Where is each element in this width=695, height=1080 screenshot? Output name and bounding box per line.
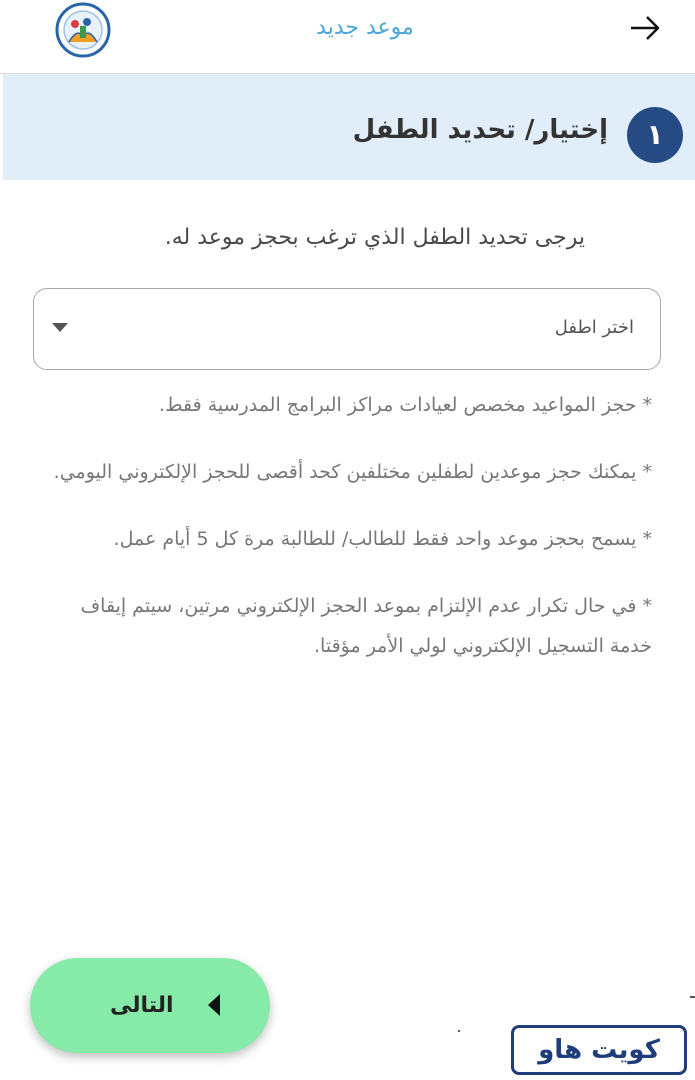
divider-line <box>690 996 695 998</box>
note-item: * يسمح بحجز موعد واحد فقط للطالب/ للطالبة مرة كل 5 أيام عمل. <box>113 528 652 550</box>
instruction-text: يرجى تحديد الطفل الذي ترغب بحجز موعد له. <box>164 225 585 250</box>
arrow-right-icon[interactable] <box>628 13 662 43</box>
ministry-logo-icon <box>53 2 113 58</box>
step-title: إختيار/ تحديد الطفل <box>352 115 608 145</box>
child-select-value: اختر اطفل <box>554 317 634 338</box>
caret-left-icon <box>208 994 220 1016</box>
notes-list <box>40 385 652 693</box>
note-item: * حجز المواعيد مخصص لعيادات مراكز البرامج المدرسية فقط. <box>158 394 652 416</box>
step-number-badge: ١ <box>627 107 683 163</box>
watermark-text: كويت هاو <box>538 1035 660 1065</box>
app-header <box>0 0 695 74</box>
watermark-logo <box>511 1025 687 1075</box>
divider-dot <box>458 1030 460 1032</box>
next-button-label: التالى <box>110 993 174 1018</box>
child-select[interactable] <box>33 288 661 370</box>
note-item: * في حال تكرار عدم الإلتزام بموعد الحجز الإلكتروني مرتين، سيتم إيقاف خدمة التسجيل الإلكتروني لولي الأمر مؤقتا. <box>80 595 652 657</box>
page-title: موعد جديد <box>316 15 414 40</box>
next-button[interactable] <box>30 958 270 1053</box>
caret-down-icon <box>52 323 68 332</box>
note-item: * يمكنك حجز موعدين لطفلين مختلفين كحد أقصى للحجز الإلكتروني اليومي. <box>53 461 652 483</box>
